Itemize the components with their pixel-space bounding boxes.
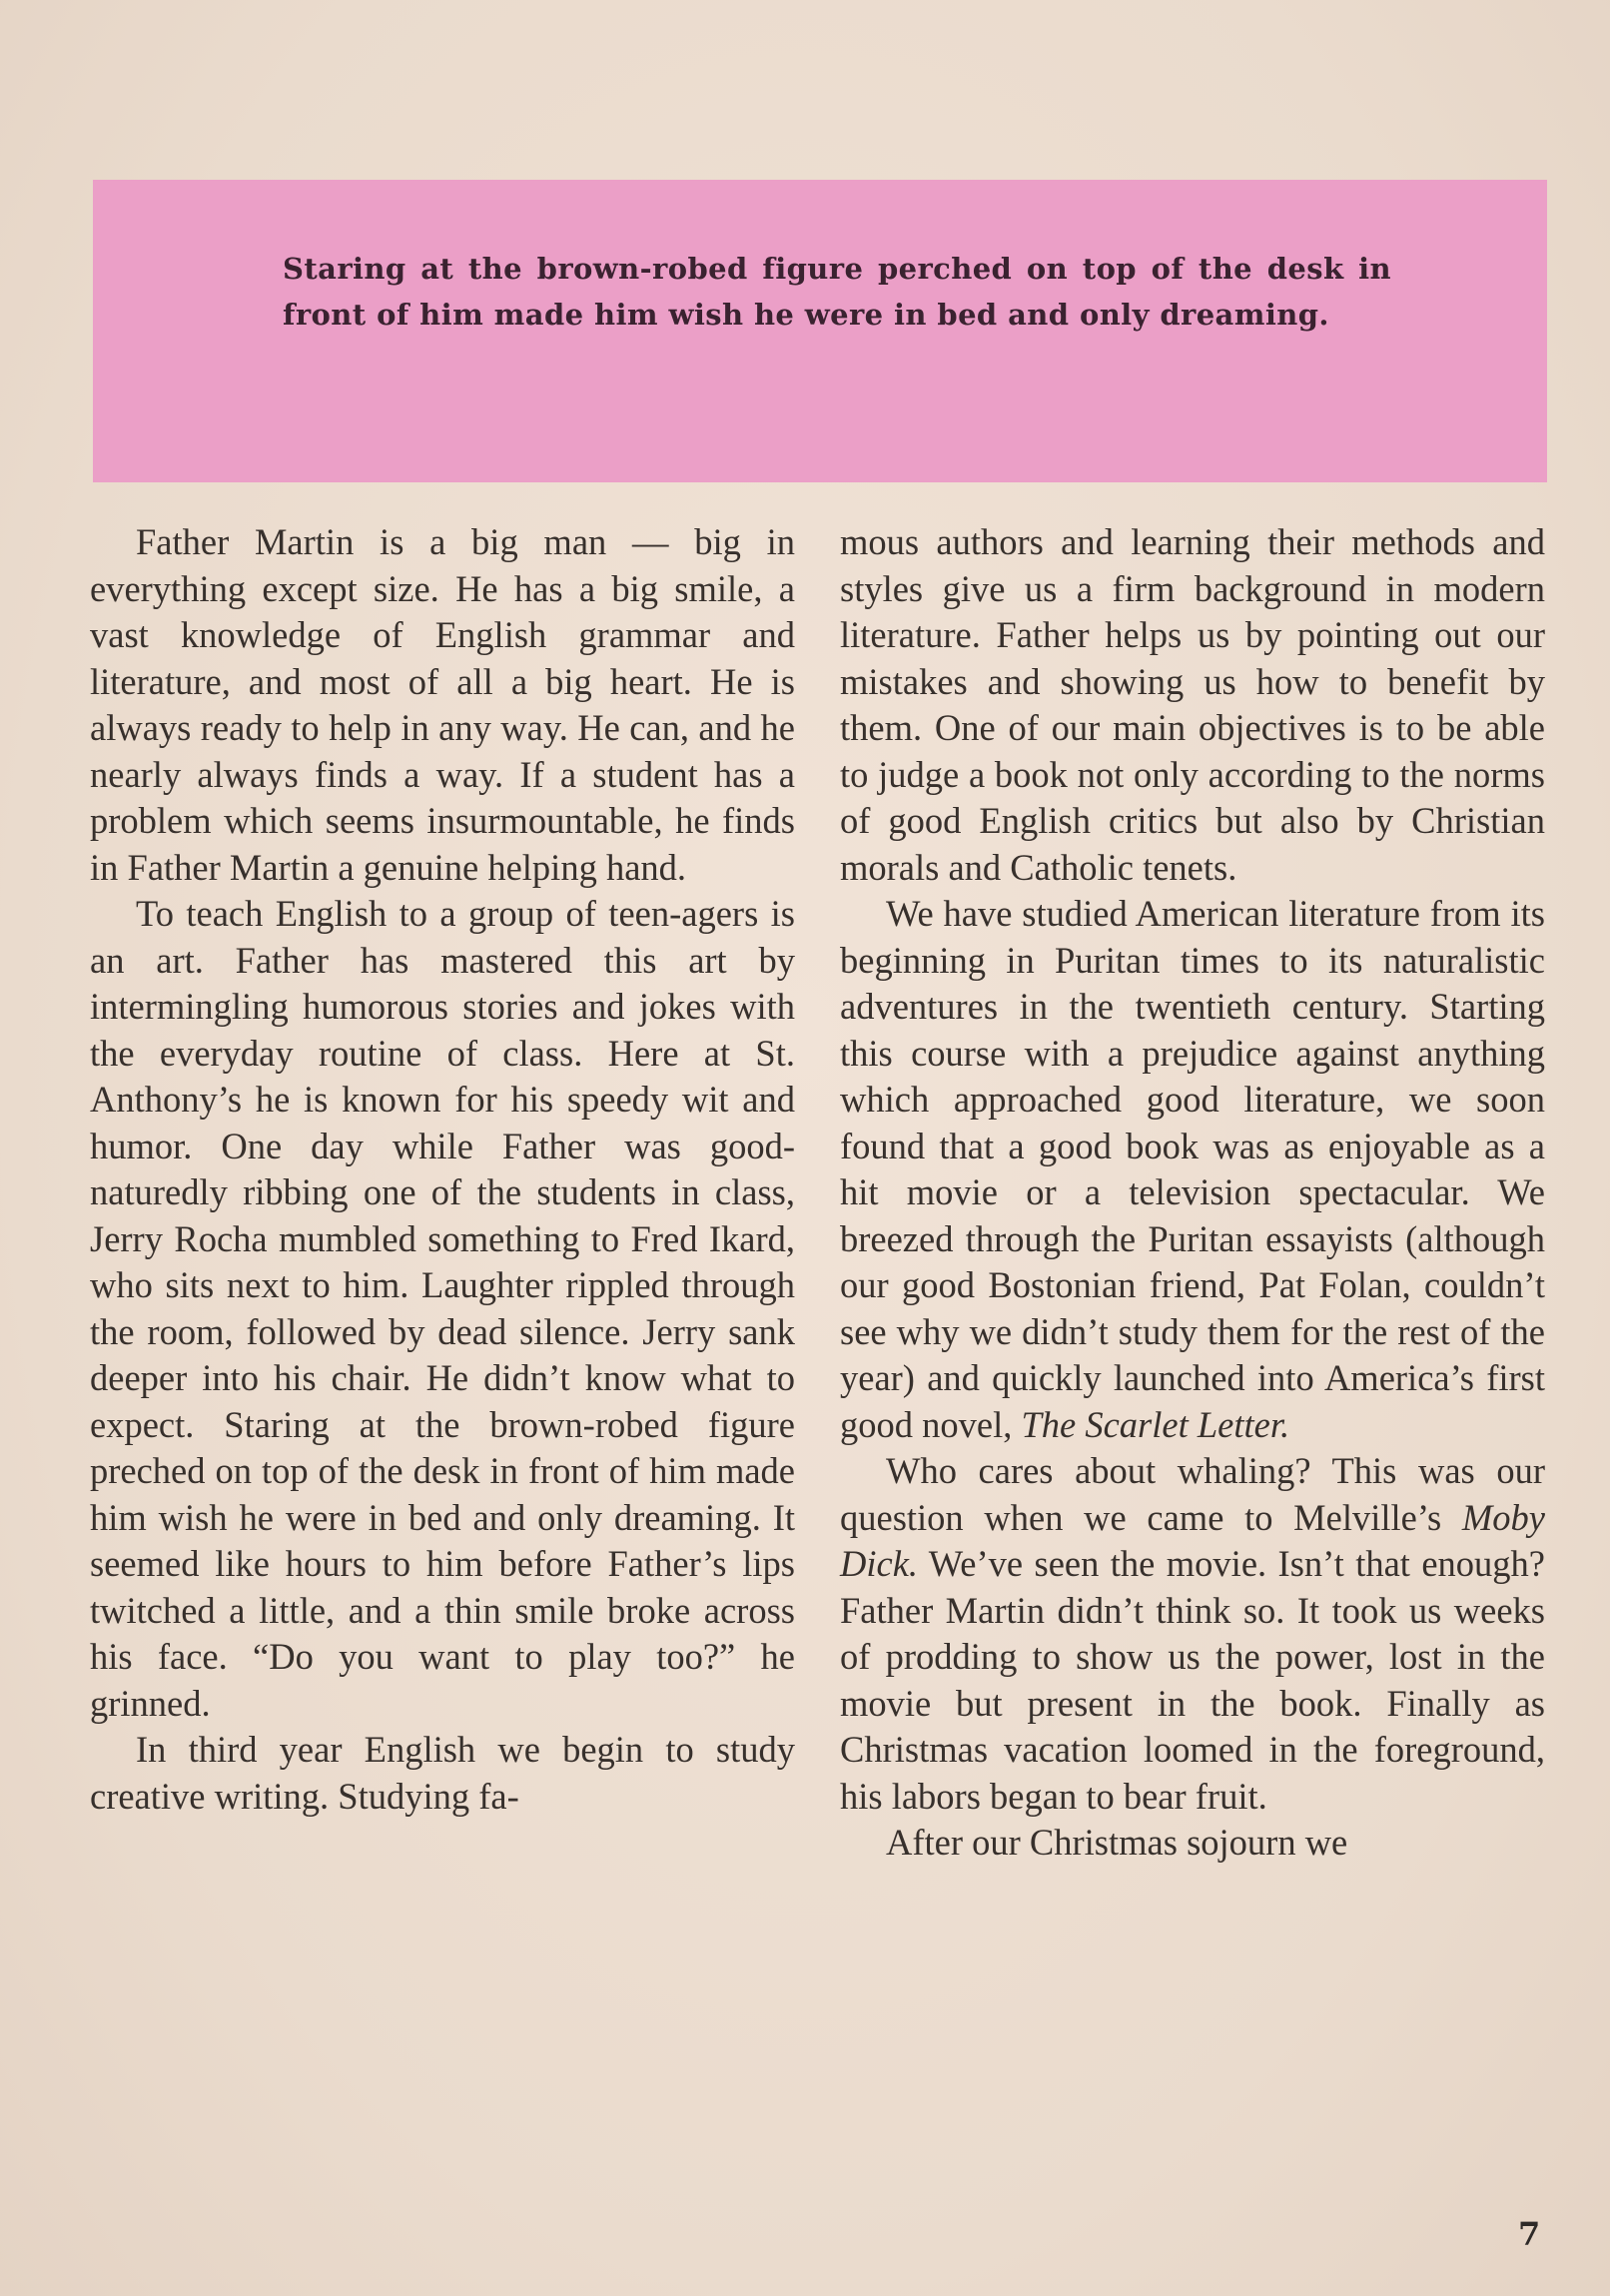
right-paragraph-3-lead: Who cares about whaling? This was our question when we came to Melville’s: [840, 1450, 1545, 1538]
right-paragraph-2-text: We have studied American literature from its beginning in Puritan times to its naturalistic adventures in the twentieth century. Starting this course with a prejudice against anything which approached good literature, we soon found that a good book was as enjoyable as a hit movie or a television spectacular. We breezed through the Puritan essayists (although our good Bostonian friend, Pat Folan, couldn’t see why we didn’t study them for the rest of the year) and quickly launched into America’s first good novel,: [840, 893, 1545, 1445]
right-paragraph-3-rest: We’ve seen the movie. Isn’t that enough? Father Martin didn’t think so. It took us weeks of prodding to show us the power, lost in the movie but present in the book. Finally as Christmas vacation loomed in the foreground, his labors began to bear fruit.: [840, 1543, 1545, 1817]
right-paragraph-2: [840, 891, 1545, 1448]
right-column: [840, 519, 1545, 1867]
pull-quote: Staring at the brown-robed figure perched on top of the desk in front of him made him wish he were in bed and only dreaming.: [283, 252, 1391, 332]
right-paragraph-1: mous authors and learning their methods and styles give us a firm background in modern literature. Father helps us by pointing out our mistakes and showing us how to benefit by them. One of our main objectives is to be able to judge a book not only according to the norms of good English critics but also by Christian morals and Catholic tenets.: [840, 521, 1545, 888]
left-paragraph-3: In third year English we begin to study creative writing. Studying fa-: [90, 1729, 795, 1817]
page-number: 7: [1518, 2215, 1541, 2253]
left-paragraph-2: To teach English to a group of teen-agers is an art. Father has mastered this art by intermingling humorous stories and jokes with the everyday routine of class. Here at St. Anthony’s he is known for his speedy wit and humor. One day while Father was good-naturedly ribbing one of the students in class, Jerry Rocha mumbled something to Fred Ikard, who sits next to him. Laughter rippled through the room, followed by dead silence. Jerry sank deeper into his chair. He didn’t know what to expect. Staring at the brown-robed figure preched on top of the desk in front of him made him wish he were in bed and only dreaming. It seemed like hours to him before Father’s lips twitched a little, and a thin smile broke across his face. “Do you want to play too?” he grinned.: [90, 893, 795, 1724]
left-paragraph-1: Father Martin is a big man — big in everything except size. He has a big smile, a vast knowledge of English grammar and literature, and most of all a big heart. He is always ready to help in any way. He can, and he nearly always finds a way. If a student has a problem which seems insurmountable, he finds in Father Martin a genuine helping hand.: [90, 521, 795, 888]
book-title-moby-dick: Moby Dick.: [840, 1496, 1545, 1584]
right-paragraph-3: [840, 1448, 1545, 1820]
right-paragraph-4: After our Christmas sojourn we: [886, 1822, 1348, 1863]
book-title-scarlet-letter: The Scarlet Letter.: [1021, 1403, 1290, 1445]
left-column: [90, 519, 795, 1820]
